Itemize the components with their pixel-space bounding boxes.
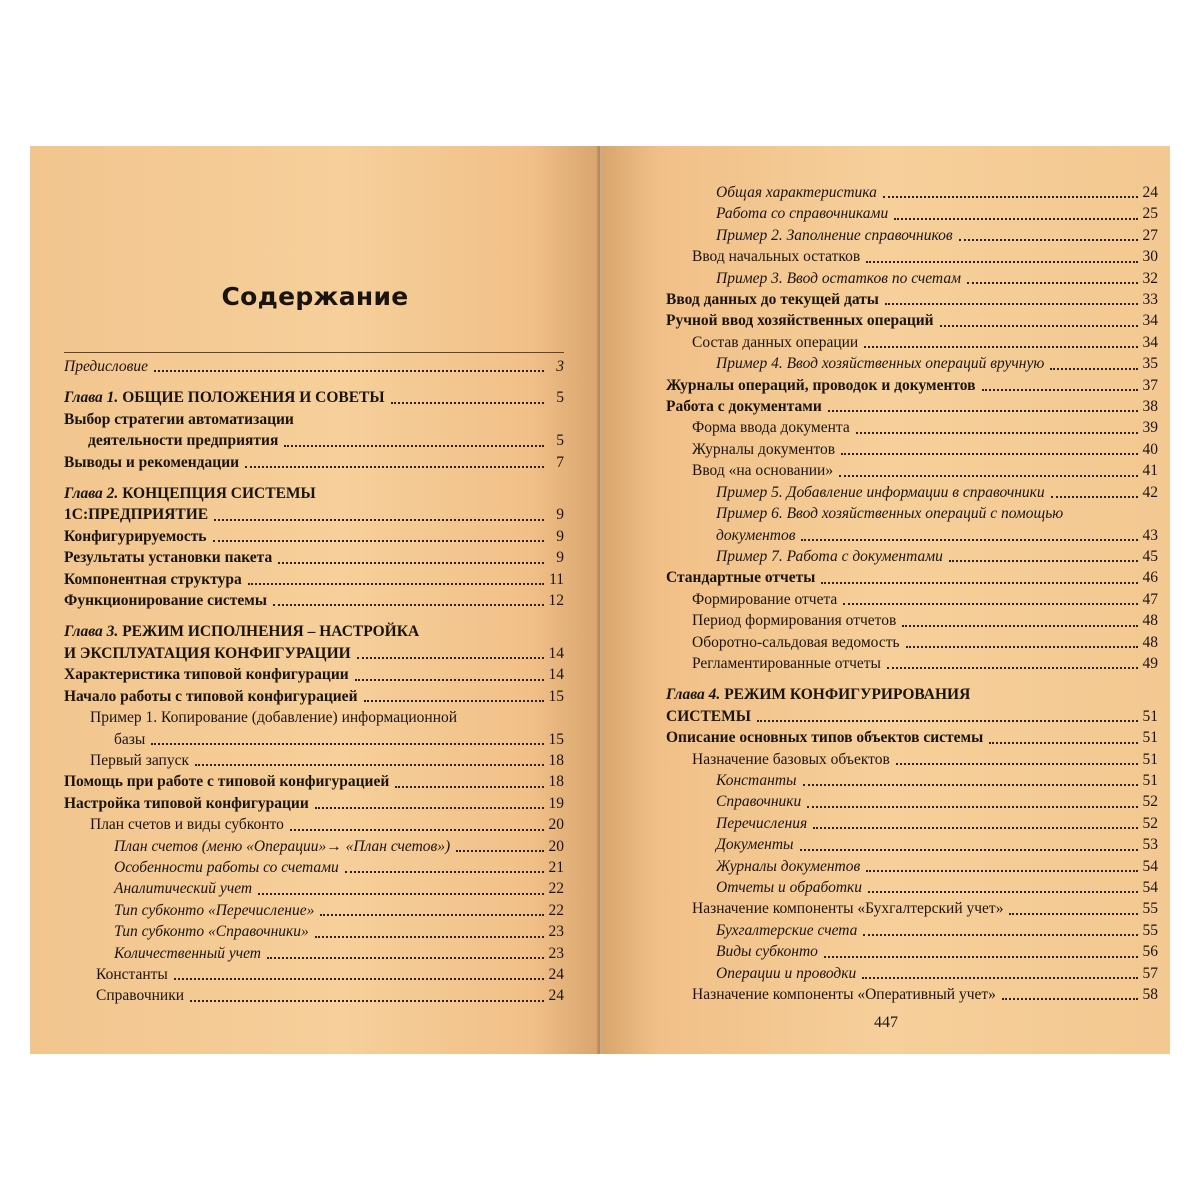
toc-entry[interactable]: Начало работы с типовой конфигурацией 15: [64, 687, 564, 705]
toc-right: [666, 182, 1158, 1005]
page-title: Содержание: [221, 282, 409, 311]
toc-entry[interactable]: Работа со справочниками 25: [716, 205, 1158, 223]
toc-chapter-line1[interactable]: Глава 3. РЕЖИМ ИСПОЛНЕНИЯ – НАСТРОЙКА: [64, 623, 420, 641]
toc-left: [64, 348, 564, 1007]
toc-entry[interactable]: Назначение компоненты «Оперативный учет» 58: [692, 986, 1158, 1004]
toc-entry[interactable]: Функционирование системы 12: [64, 592, 564, 610]
toc-entry[interactable]: Назначение компоненты «Бухгалтерский учет» 55: [692, 900, 1158, 918]
toc-entry[interactable]: Выводы и рекомендации 7: [64, 453, 564, 471]
toc-entry[interactable]: Форма ввода документа 39: [692, 419, 1158, 437]
toc-entry[interactable]: Справочники 24: [96, 987, 564, 1005]
toc-chapter[interactable]: И ЭКСПЛУАТАЦИЯ КОНФИГУРАЦИИ 14: [64, 644, 564, 662]
toc-entry[interactable]: Предисловие 3: [64, 358, 564, 375]
toc-entry[interactable]: Виды субконто 56: [716, 943, 1158, 961]
book-spread: [30, 146, 1170, 1054]
toc-entry[interactable]: Оборотно-сальдовая ведомость 48: [692, 633, 1158, 651]
toc-entry[interactable]: Характеристика типовой конфигурации 14: [64, 666, 564, 684]
toc-entry[interactable]: Константы 51: [716, 771, 1158, 789]
toc-entry[interactable]: Пример 5. Добавление информации в справочники 42: [716, 483, 1158, 501]
toc-entry[interactable]: Ввод данных до текущей даты 33: [666, 291, 1158, 309]
toc-entry[interactable]: Пример 7. Работа с документами 45: [716, 547, 1158, 565]
right-page: [602, 146, 1170, 1054]
toc-entry[interactable]: деятельности предприятия 5: [88, 432, 564, 450]
toc-entry-line1[interactable]: Выбор стратегии автоматизации: [64, 410, 294, 428]
toc-entry[interactable]: Журналы документов 54: [716, 857, 1158, 875]
toc-entry[interactable]: Стандартные отчеты 46: [666, 569, 1158, 587]
toc-entry[interactable]: Тип субконто «Перечисление» 22: [114, 901, 564, 919]
toc-entry-line1[interactable]: Пример 6. Ввод хозяйственных операций с помощью: [716, 505, 1064, 523]
toc-chapter-line1[interactable]: Глава 4. РЕЖИМ КОНФИГУРИРОВАНИЯ: [666, 686, 971, 704]
toc-entry[interactable]: Настройка типовой конфигурации 19: [64, 794, 564, 812]
toc-entry[interactable]: Конфигурируемость 9: [64, 527, 564, 545]
toc-chapter-line1[interactable]: Глава 2. КОНЦЕПЦИЯ СИСТЕМЫ: [64, 485, 316, 503]
toc-chapter[interactable]: 1С:ПРЕДПРИЯТИЕ 9: [64, 506, 564, 524]
toc-entry[interactable]: Ввод начальных остатков 30: [692, 248, 1158, 266]
toc-entry[interactable]: Журналы операций, проводок и документов 37: [666, 376, 1158, 394]
toc-entry[interactable]: Аналитический учет 22: [114, 880, 564, 898]
toc-chapter[interactable]: СИСТЕМЫ 51: [666, 707, 1158, 725]
toc-entry[interactable]: Формирование отчета 47: [692, 590, 1158, 608]
toc-entry[interactable]: Работа с документами 38: [666, 398, 1158, 416]
toc-entry[interactable]: Помощь при работе с типовой конфигурацией 18: [64, 773, 564, 791]
toc-entry[interactable]: Результаты установки пакета 9: [64, 549, 564, 567]
toc-entry[interactable]: Назначение базовых объектов 51: [692, 750, 1158, 768]
toc-entry[interactable]: Ввод «на основании» 41: [692, 462, 1158, 480]
toc-entry[interactable]: Операции и проводки 57: [716, 964, 1158, 982]
toc-entry[interactable]: базы 15: [114, 730, 564, 748]
toc-entry[interactable]: Отчеты и обработки 54: [716, 879, 1158, 896]
left-page: [30, 146, 600, 1054]
toc-entry[interactable]: Пример 4. Ввод хозяйственных операций вручную 35: [716, 355, 1158, 373]
page-number: 447: [874, 1014, 898, 1031]
toc-entry[interactable]: Ручной ввод хозяйственных операций 34: [666, 312, 1158, 330]
toc-entry[interactable]: Перечисления 52: [716, 814, 1158, 832]
toc-entry-line1[interactable]: Пример 1. Копирование (добавление) информационной: [90, 709, 458, 727]
toc-entry[interactable]: Описание основных типов объектов системы 51: [666, 729, 1158, 747]
toc-entry[interactable]: Регламентированные отчеты 49: [692, 654, 1158, 672]
toc-entry[interactable]: Компонентная структура 11: [64, 570, 564, 588]
toc-entry[interactable]: Количественный учет 23: [114, 944, 564, 962]
toc-entry[interactable]: Общая характеристика 24: [716, 184, 1158, 201]
toc-entry[interactable]: Период формирования отчетов 48: [692, 612, 1158, 630]
toc-entry[interactable]: Тип субконто «Справочники» 23: [114, 923, 564, 941]
toc-entry[interactable]: документов 43: [716, 526, 1158, 544]
toc-entry[interactable]: План счетов и виды субконто 20: [90, 816, 564, 834]
toc-entry[interactable]: Справочники 52: [716, 793, 1158, 811]
toc-entry[interactable]: Особенности работы со счетами 21: [114, 858, 564, 876]
toc-entry[interactable]: Документы 53: [716, 836, 1158, 854]
toc-entry[interactable]: Бухгалтерские счета 55: [716, 921, 1158, 939]
toc-entry[interactable]: Пример 3. Ввод остатков по счетам 32: [716, 269, 1158, 287]
toc-entry[interactable]: Журналы документов 40: [692, 440, 1158, 458]
toc-entry[interactable]: Константы 24: [96, 965, 564, 983]
toc-entry[interactable]: Пример 2. Заполнение справочников 27: [716, 226, 1158, 244]
toc-entry[interactable]: Первый запуск 18: [90, 751, 564, 769]
toc-chapter[interactable]: Глава 1. ОБЩИЕ ПОЛОЖЕНИЯ И СОВЕТЫ 5: [64, 389, 564, 407]
toc-entry[interactable]: План счетов (меню «Операции»→ «План счетов») 20: [114, 837, 564, 855]
toc-entry[interactable]: Состав данных операции 34: [692, 333, 1158, 351]
